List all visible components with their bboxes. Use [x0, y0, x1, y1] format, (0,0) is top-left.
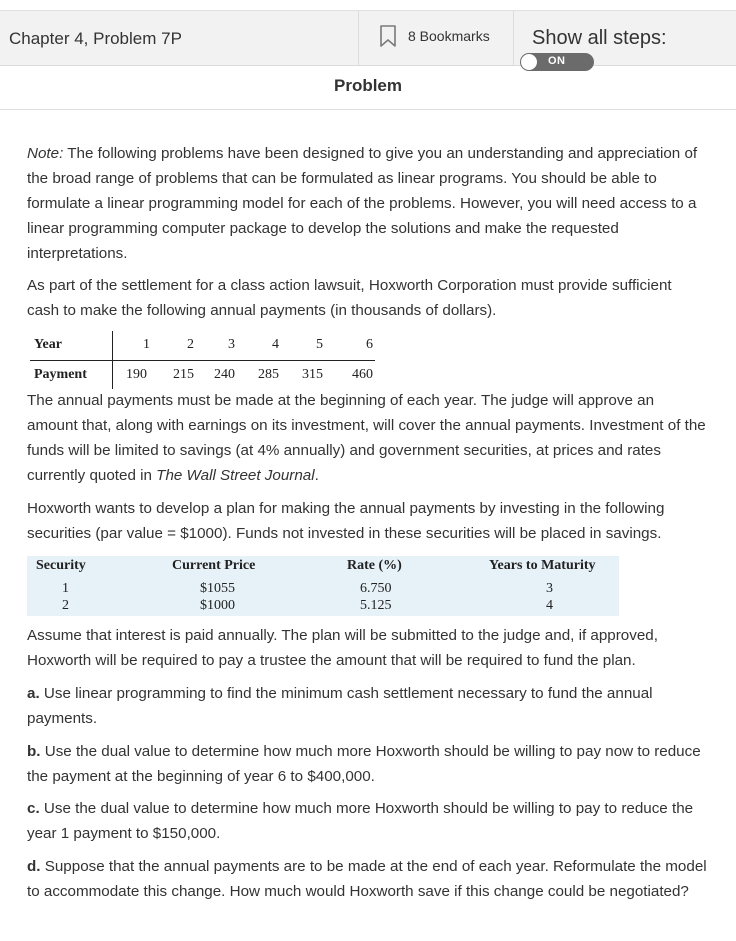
annual-payments-text: The annual payments must be made at the beginning of each year. The judge will approve an amount that, along with earnings on its investment, will cover the annual payments. Investment of the funds will be limited to savings (at 4% annually) and government securities, at prices and rates currently quoted in — [27, 392, 706, 484]
question-label: b. — [27, 743, 41, 760]
show-all-steps-label: Show all steps: — [532, 27, 667, 49]
question-text: Use the dual value to determine how much more Hoxworth should be willing to pay now to reduce the payment at the beginning of year 6 to $400,000. — [27, 743, 701, 785]
rate-cell: 5.125 — [360, 598, 392, 613]
chapter-title: Chapter 4, Problem 7P — [9, 29, 182, 48]
question-b — [27, 739, 707, 789]
assume-paragraph: Assume that interest is paid annually. The plan will be submitted to the judge and, if approved, Hoxworth will be required to pay a trustee the amount that will be required to fund the plan. — [27, 627, 658, 669]
section-divider — [0, 109, 736, 110]
maturity-cell: 3 — [546, 581, 553, 596]
row-label-year: Year — [30, 331, 112, 360]
plan-paragraph: Hoxworth wants to develop a plan for making the annual payments by investing in the following securities (par value = $1000). Funds not invested in these securities will be placed in savings. — [27, 500, 665, 542]
question-d — [27, 854, 707, 904]
header-rate: Rate (%) — [347, 558, 402, 573]
payment-cell: 315 — [302, 366, 323, 382]
show-all-steps-toggle[interactable] — [520, 53, 594, 71]
toggle-state-label: ON — [548, 55, 566, 67]
maturity-cell: 4 — [546, 598, 553, 613]
question-text: Use linear programming to find the minimum cash settlement necessary to fund the annual payments. — [27, 685, 653, 727]
payment-table — [30, 331, 375, 389]
question-label: d. — [27, 858, 41, 875]
price-cell: $1055 — [200, 581, 235, 596]
journal-title: The Wall Street Journal — [156, 467, 315, 484]
question-c — [27, 796, 707, 846]
question-label: a. — [27, 685, 40, 702]
bookmarks-label: 8 Bookmarks — [408, 28, 490, 44]
year-cell: 5 — [285, 331, 329, 360]
year-cell: 2 — [156, 331, 200, 360]
question-a — [27, 681, 707, 731]
annual-payments-paragraph — [27, 388, 707, 488]
header-years-to-maturity: Years to Maturity — [489, 558, 596, 573]
header-security: Security — [36, 558, 86, 573]
payment-cell: 285 — [258, 366, 279, 382]
annual-payments-end: . — [314, 467, 319, 484]
header-current-price: Current Price — [172, 558, 256, 573]
payment-cell: 215 — [173, 366, 194, 382]
section-title: Problem — [333, 76, 403, 95]
price-cell: $1000 — [200, 598, 235, 613]
bookmark-icon — [379, 25, 397, 47]
security-cell: 1 — [62, 581, 69, 596]
note-paragraph — [27, 141, 707, 266]
payment-cell: 240 — [214, 366, 235, 382]
row-label-payment: Payment — [34, 366, 87, 382]
note-label: Note: — [27, 145, 64, 162]
security-cell: 2 — [62, 598, 69, 613]
toggle-knob — [521, 54, 537, 70]
rate-cell: 6.750 — [360, 581, 392, 596]
year-cell: 4 — [241, 331, 285, 360]
payment-cell: 190 — [126, 366, 147, 382]
year-cell: 6 — [329, 331, 375, 360]
question-text: Suppose that the annual payments are to be made at the end of each year. Reformulate the model to accommodate this change. How much would Hoxworth save if this change could be negotiated? — [27, 858, 707, 900]
settlement-paragraph: As part of the settlement for a class action lawsuit, Hoxworth Corporation must provide sufficient cash to make the following annual payments (in thousands of dollars). — [27, 277, 672, 319]
securities-table — [27, 556, 619, 616]
question-label: c. — [27, 800, 40, 817]
payment-cell: 460 — [352, 366, 373, 382]
note-text: The following problems have been designed to give you an understanding and appreciation of the broad range of problems that can be formulated as linear programs. You should be able to formulate a linear programming model for each of the problems. However, you will need access to a linear programming computer package to develop the solutions and make the requested interpretations. — [27, 145, 698, 262]
bookmarks-button[interactable] — [358, 11, 514, 65]
problem-header — [0, 10, 736, 66]
year-cell: 3 — [200, 331, 241, 360]
question-text: Use the dual value to determine how much more Hoxworth should be willing to pay to reduce the year 1 payment to $150,000. — [27, 800, 694, 842]
year-cell: 1 — [126, 331, 156, 360]
